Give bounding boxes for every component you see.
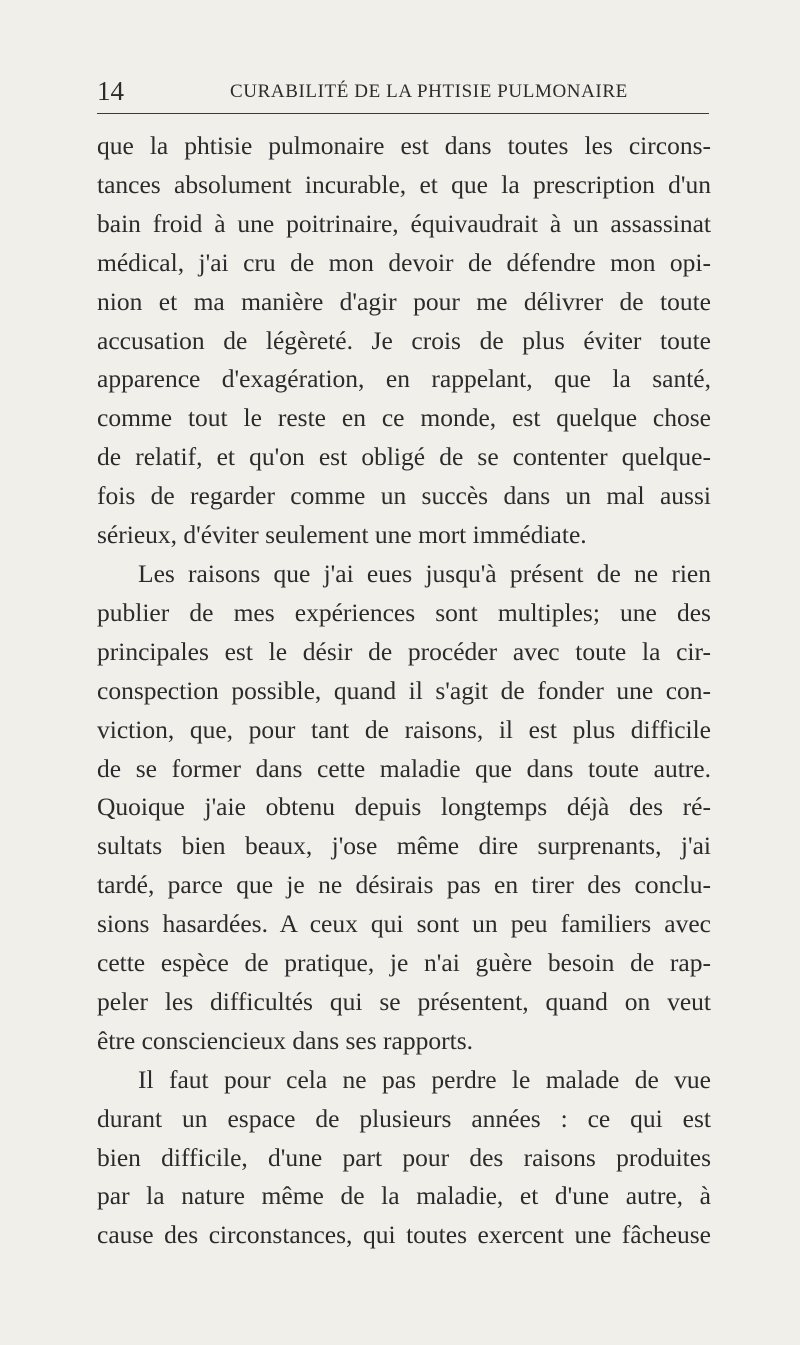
text-line: comme tout le reste en ce monde, est quelque chose [97, 403, 711, 433]
text-line: tardé, parce que je ne désirais pas en tirer des conclu- [97, 870, 711, 900]
text-line: bien difficile, d'une part pour des raisons produites [97, 1142, 711, 1172]
text-line: être consciencieux dans ses rapports. [97, 1025, 473, 1055]
text-line: tances absolument incurable, et que la prescription d'un [97, 169, 711, 199]
text-line: médical, j'ai cru de mon devoir de défendre mon opi- [97, 247, 711, 277]
text-line: durant un espace de plusieurs années : ce qui est [97, 1103, 711, 1133]
text-line: cette espèce de pratique, je n'ai guère besoin de rap- [97, 948, 711, 978]
running-head: CURABILITÉ DE LA PHTISIE PULMONAIRE [230, 81, 628, 102]
text-line: de relatif, et qu'on est obligé de se contenter quelque- [97, 442, 711, 472]
text-line: publier de mes expériences sont multiples; une des [97, 597, 711, 627]
text-line: sultats bien beaux, j'ose même dire surprenants, j'ai [97, 831, 711, 861]
text-line: sérieux, d'éviter seulement une mort immédiate. [97, 520, 587, 550]
text-line: fois de regarder comme un succès dans un mal aussi [97, 481, 711, 511]
page-number: 14 [97, 76, 124, 106]
text-line: viction, que, pour tant de raisons, il est plus difficile [97, 714, 711, 744]
text-line: Il faut pour cela ne pas perdre le malade de vue [138, 1064, 711, 1094]
text-line: cause des circonstances, qui toutes exercent une fâcheuse [97, 1220, 711, 1250]
page-header [97, 76, 709, 106]
header-rule [97, 113, 709, 114]
text-line: que la phtisie pulmonaire est dans toutes les circons- [97, 131, 711, 160]
text-line: bain froid à une poitrinaire, équivaudrait à un assassinat [97, 208, 711, 238]
text-line: conspection possible, quand il s'agit de fonder une con- [97, 675, 711, 705]
text-line: Les raisons que j'ai eues jusqu'à présent de ne rien [138, 558, 711, 588]
text-line: principales est le désir de procéder avec toute la cir- [97, 636, 711, 666]
text-line: par la nature même de la maladie, et d'une autre, à [97, 1181, 711, 1211]
body-text [97, 127, 711, 1255]
text-line: de se former dans cette maladie que dans toute autre. [97, 753, 711, 783]
text-line: apparence d'exagération, en rappelant, que la santé, [97, 364, 711, 394]
text-line: accusation de légèreté. Je crois de plus éviter toute [97, 325, 711, 355]
text-line: sions hasardées. A ceux qui sont un peu familiers avec [97, 909, 711, 939]
text-line: nion et ma manière d'agir pour me délivrer de toute [97, 286, 711, 316]
text-line: Quoique j'aie obtenu depuis longtemps déjà des ré- [97, 792, 711, 822]
text-line: peler les difficultés qui se présentent, quand on veut [97, 986, 711, 1016]
